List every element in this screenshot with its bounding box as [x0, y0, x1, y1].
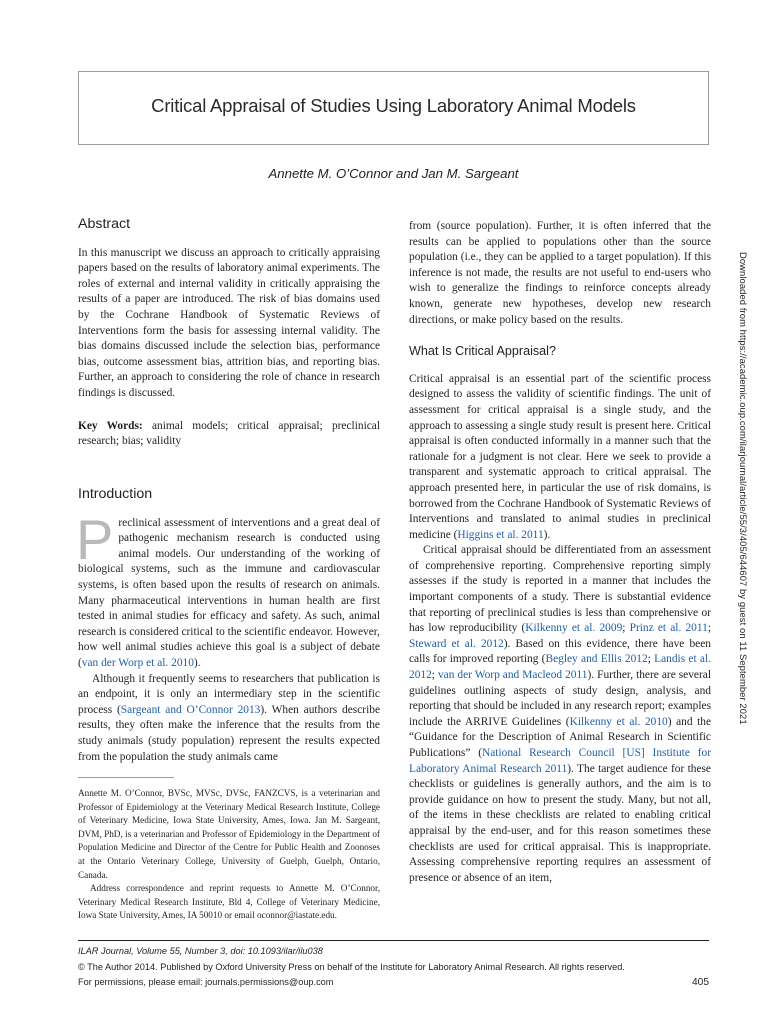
- permissions-notice: For permissions, please email: journals.permissions@oup.com: [78, 977, 334, 987]
- citation-link[interactable]: Prinz et al. 2011: [629, 622, 708, 635]
- citation-link[interactable]: Higgins et al. 2011: [457, 528, 544, 541]
- footer-divider: [78, 940, 709, 941]
- copyright-notice: © The Author 2014. Published by Oxford University Press on behalf of the Institute for Laboratory Animal Research. All rights reserved.: [78, 962, 625, 972]
- download-side-note: [738, 252, 752, 982]
- abstract-section: [78, 217, 380, 450]
- citation-link[interactable]: National Research Council [US] Institute for Laboratory Animal Research 2011: [409, 747, 711, 775]
- citation-link[interactable]: Landis et al. 2012: [409, 653, 712, 682]
- critical-appraisal-heading: What Is Critical Appraisal?: [409, 344, 556, 359]
- keywords-label: Key Words:: [78, 419, 143, 432]
- right-column: [409, 219, 711, 886]
- continued-paragraph: from (source population). Further, it is often inferred that the results can be applied to populations other than the source population (i.e., they can be applied to a target population). If this inference is not made, the results are not useful to end-users who wish to generalize the findings to reinforce concepts already known, generate new hypotheses, develop new research directions, or make policy based on the results.: [409, 220, 711, 326]
- citation-link[interactable]: Kilkenny et al. 2009: [525, 622, 623, 635]
- journal-citation: ILAR Journal, Volume 55, Number 3, doi: 10.1093/ilar/ilu038: [78, 946, 323, 956]
- introduction-section: [78, 487, 380, 765]
- footnote-divider: [78, 777, 174, 778]
- abstract-text: In this manuscript we discuss an approach to critically appraising papers based on the results of laboratory animal experiments. The roles of external and internal validity in critically appraising the results of a paper are introduced. The risk of bias domains used by the Cochrane Handbook of Systematic Reviews of Interventions form the basis for assessing internal validity. The bias domains discussed include the selection bias, performance bias, outcome assessment bias, attrition bias, and reporting bias. Further, an approach to considering the role of chance in research findings is discussed.: [78, 246, 380, 399]
- citation-link[interactable]: Begley and Ellis 2012: [545, 653, 648, 666]
- introduction-heading: Introduction: [78, 486, 153, 502]
- author-list: Annette M. O’Connor and Jan M. Sargeant: [268, 166, 519, 181]
- citation-link[interactable]: Sargeant and O’Connor 2013: [120, 703, 261, 716]
- introduction-paragraph-2: Although it frequently seems to researchers that publication is an endpoint, it is only an intermediary step in the scientific process (Sargeant and O’Connor 2013). When authors describe results, they often make the inference that the results from the study animals (study population) represent the results expected from the population the study animals came: [78, 672, 380, 763]
- introduction-paragraph-1: Preclinical assessment of interventions and a great deal of pathogenic mechanism research is conducted using animal models. Our understanding of the working of biological systems, such as the immune and cardiovascular systems, is often based upon the results of research on animals. Many pharmaceutical interventions in human health are first tested in animal studies for efficacy and safety. As such, animal research is considered critical to the scientific endeavor. However, how well animal studies achieve this goal is a subject of debate (van der Worp et al. 2010).: [76, 507, 380, 669]
- citation-link[interactable]: van der Worp et al. 2010: [81, 656, 194, 669]
- drop-cap: P: [76, 507, 114, 571]
- author-affiliations: Annette M. O’Connor, BVSc, MVSc, DVSc, FANZCVS, is a veterinarian and Professor of Epidemiology at the Veterinary Medical Research Institute, College of Veterinary Medicine, Iowa State University, Ames, Iowa. Jan M. Sargeant, DVM, PhD, is a veterinarian and Professor of Epidemiology in the Department of Population Medicine and Director of the Centre for Public Health and Zoonoses at the Ontario Veterinary College, University of Guelph, Guelph, Ontario, Canada.: [78, 788, 380, 880]
- download-notice-text: Downloaded from https://academic.oup.com/ilarjournal/article/55/3/405/644607 by guest on 11 September 2021: [738, 252, 749, 725]
- keywords-text: animal models; critical appraisal; preclinical research; bias; validity: [78, 419, 381, 448]
- abstract-heading: Abstract: [78, 216, 131, 232]
- citation-link[interactable]: van der Worp and Macleod 2011: [437, 669, 588, 682]
- page-number: 405: [692, 977, 709, 988]
- citation-link[interactable]: Steward et al. 2012: [409, 637, 504, 650]
- appraisal-paragraph-2: Critical appraisal should be differentiated from an assessment of comprehensive reporting. Comprehensive reporting simply assesses if the study is reported in a manner that includes the important components of a study. There is substantial evidence that reporting of preclinical studies is less than comprehensive or has low reproducibility (Kilkenny et al. 2009; Prinz et al. 2011; Steward et al. 2012). Based on this evidence, there have been calls for improved reporting (Begley and Ellis 2012; Landis et al. 2012; van der Worp and Macleod 2011). Further, there are several guidelines outlining aspects of study design, analysis, and reporting that should be included in any research report; examples include the ARRIVE Guidelines (Kilkenny et al. 2010) and the “Guidance for the Description of Animal Research in Scientific Publications” (National Research Council [US] Institute for Laboratory Animal Research 2011). The target audience for these checklists or guidelines is generally authors, and the aim is to provide guidance on how to present the study. Many, but not all, of the items in these checklists are related to enabling critical appraisal by the end-user, and for this reason sometimes these checklists are used for critical appraisal. This is inappropriate. Assessing comprehensive reporting requires an assessment of presence or absence of an item,: [409, 544, 712, 884]
- article-title: Critical Appraisal of Studies Using Laboratory Animal Models: [151, 95, 636, 116]
- citation-link[interactable]: Kilkenny et al. 2010: [569, 715, 668, 728]
- title-box: [78, 71, 709, 145]
- keywords: [78, 419, 380, 450]
- correspondence-note: Address correspondence and reprint requests to Annette M. O’Connor, Veterinary Medical Research Institute, Bld 4, College of Veterinary Medicine, Iowa State University, Ames, IA 50010 or email oconnor@iastate.edu.: [78, 883, 380, 921]
- author-footnote: [78, 787, 380, 923]
- appraisal-paragraph-1: Critical appraisal is an essential part of the scientific process designed to assess the validity of scientific findings. The unit of assessment for critical appraisal is a single study, and the approach to assessing a single study result is present here. Critical appraisal is often conducted informally in a manner such that the rationale for a judgment is not clear. Here we seek to provide a transparent and systematic approach to critical appraisal. The approach presented here, in particular the use of risk domains, is borrowed from the Cochrane Handbook of Systematic Reviews of Interventions and translated to animal studies in preclinical medicine (Higgins et al. 2011).: [409, 372, 711, 541]
